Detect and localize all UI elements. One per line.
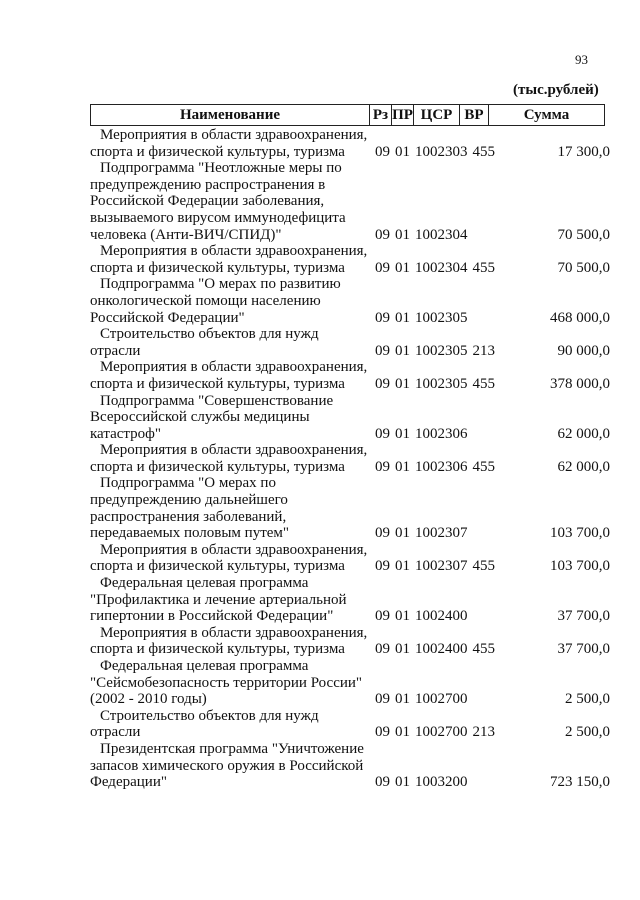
row-name-line: Мероприятия в области здравоохранения, (100, 624, 368, 641)
table-row (90, 243, 620, 276)
row-name (90, 658, 373, 708)
row-rz: 09 (375, 309, 390, 326)
header-vr: ВР (460, 105, 489, 125)
row-codes (375, 260, 500, 277)
table-row (90, 658, 620, 708)
row-sum: 70 500,0 (557, 259, 610, 276)
row-codes (375, 426, 478, 443)
row-name-line: отрасли (90, 724, 141, 741)
row-vr: 455 (472, 143, 495, 160)
row-rz: 09 (375, 724, 390, 741)
row-pr: 01 (395, 143, 410, 160)
row-csr: 1002304 (415, 259, 468, 276)
row-sum: 62 000,0 (557, 425, 610, 442)
row-rz: 09 (375, 525, 390, 542)
table-row (90, 276, 620, 326)
row-csr: 1002307 (415, 525, 468, 542)
row-pr: 01 (395, 774, 410, 791)
row-name-line: распространения заболеваний, (90, 508, 287, 525)
row-sum: 70 500,0 (557, 226, 610, 243)
row-csr: 1002303 (415, 143, 468, 160)
row-name-line: спорта и физической культуры, туризма (90, 375, 345, 392)
page-number: 93 (575, 52, 588, 67)
row-vr: 455 (472, 558, 495, 575)
row-pr: 01 (395, 724, 410, 741)
row-pr: 01 (395, 641, 410, 658)
row-pr: 01 (395, 558, 410, 575)
table-row (90, 326, 620, 359)
table-row (90, 575, 620, 625)
row-name-line: передаваемых половым путем" (90, 525, 290, 542)
row-name-line: Российской Федерации" (90, 309, 245, 326)
row-sum: 90 000,0 (557, 342, 610, 359)
row-sum: 37 700,0 (557, 641, 610, 658)
row-name-line: Федеральная целевая программа (100, 575, 309, 592)
row-name-line: спорта и физической культуры, туризма (90, 641, 345, 658)
row-codes (375, 691, 478, 708)
row-name-line: Подпрограмма "Совершенствование (100, 392, 334, 409)
row-rz: 09 (375, 558, 390, 575)
row-name-line: вызываемого вирусом иммунодефицита (90, 209, 346, 226)
row-sum: 62 000,0 (557, 458, 610, 475)
row-name-line: Мероприятия в области здравоохранения, (100, 243, 368, 260)
row-name-line: запасов химического оружия в Российской (90, 757, 364, 774)
table-row (90, 160, 620, 243)
table-header (90, 104, 605, 126)
row-rz: 09 (375, 375, 390, 392)
row-codes (375, 459, 500, 476)
row-vr: 213 (472, 724, 495, 741)
row-name-line: предупреждению распространения в (90, 176, 326, 193)
row-sum: 2 500,0 (565, 724, 610, 741)
row-vr: 455 (472, 458, 495, 475)
row-name-line: спорта и физической культуры, туризма (90, 143, 345, 160)
table-row (90, 741, 620, 791)
row-vr: 455 (472, 641, 495, 658)
table-row (90, 393, 620, 443)
row-pr: 01 (395, 425, 410, 442)
row-csr: 1002400 (415, 608, 468, 625)
row-codes (375, 608, 478, 625)
row-name (90, 127, 373, 160)
row-csr: 1002700 (415, 691, 468, 708)
row-name-line: гипертонии в Российской Федерации" (90, 608, 334, 625)
row-name (90, 575, 373, 625)
row-name-line: Подпрограмма "О мерах по развитию (100, 276, 341, 293)
row-name (90, 442, 373, 475)
row-pr: 01 (395, 342, 410, 359)
row-name (90, 359, 373, 392)
row-csr: 1002304 (415, 226, 468, 243)
row-csr: 1002305 (415, 342, 468, 359)
row-vr: 455 (472, 375, 495, 392)
table-body (90, 127, 620, 791)
row-rz: 09 (375, 425, 390, 442)
row-codes (375, 641, 500, 658)
row-sum: 37 700,0 (557, 608, 610, 625)
row-name-line: "Сейсмобезопасность территории России" (90, 674, 363, 691)
row-name-line: Мероприятия в области здравоохранения, (100, 359, 368, 376)
row-name (90, 542, 373, 575)
row-sum: 103 700,0 (550, 525, 610, 542)
units-label: (тыс.рублей) (513, 82, 599, 98)
row-csr: 1002307 (415, 558, 468, 575)
row-name-line: "Профилактика и лечение артериальной (90, 591, 347, 608)
row-csr: 1003200 (415, 774, 468, 791)
row-vr: 455 (472, 259, 495, 276)
row-sum: 723 150,0 (550, 774, 610, 791)
row-name-line: отрасли (90, 342, 141, 359)
row-csr: 1002306 (415, 458, 468, 475)
row-pr: 01 (395, 608, 410, 625)
row-pr: 01 (395, 259, 410, 276)
row-rz: 09 (375, 226, 390, 243)
table-row (90, 442, 620, 475)
row-name (90, 475, 373, 541)
row-codes (375, 525, 478, 542)
row-codes (375, 724, 500, 741)
row-name-line: спорта и физической культуры, туризма (90, 558, 345, 575)
row-csr: 1002305 (415, 375, 468, 392)
header-rz: Рз (370, 105, 392, 125)
row-name-line: (2002 - 2010 годы) (90, 691, 207, 708)
row-name-line: Всероссийской службы медицины (90, 409, 310, 426)
row-name-line: Строительство объектов для нужд (100, 707, 319, 724)
row-name-line: Мероприятия в области здравоохранения, (100, 541, 368, 558)
row-name-line: спорта и физической культуры, туризма (90, 259, 345, 276)
row-name (90, 160, 373, 243)
row-rz: 09 (375, 691, 390, 708)
table-row (90, 625, 620, 658)
header-name: Наименование (91, 105, 370, 125)
row-name (90, 708, 373, 741)
row-codes (375, 343, 500, 360)
row-pr: 01 (395, 525, 410, 542)
table-row (90, 708, 620, 741)
row-pr: 01 (395, 309, 410, 326)
row-name-line: Российской Федерации заболевания, (90, 193, 325, 210)
row-sum: 2 500,0 (565, 691, 610, 708)
row-name-line: катастроф" (90, 425, 161, 442)
row-sum: 378 000,0 (550, 375, 610, 392)
row-codes (375, 774, 478, 791)
row-sum: 17 300,0 (557, 143, 610, 160)
row-name (90, 625, 373, 658)
table-row (90, 127, 620, 160)
row-rz: 09 (375, 342, 390, 359)
row-csr: 1002305 (415, 309, 468, 326)
row-pr: 01 (395, 458, 410, 475)
table-row (90, 475, 620, 541)
header-csr: ЦСР (414, 105, 460, 125)
row-rz: 09 (375, 774, 390, 791)
row-rz: 09 (375, 458, 390, 475)
row-rz: 09 (375, 641, 390, 658)
row-vr: 213 (472, 342, 495, 359)
row-name-line: Федерации" (90, 774, 167, 791)
table-row (90, 542, 620, 575)
row-codes (375, 376, 500, 393)
table-row (90, 359, 620, 392)
row-rz: 09 (375, 143, 390, 160)
row-name-line: спорта и физической культуры, туризма (90, 458, 345, 475)
row-name (90, 276, 373, 326)
row-name-line: Мероприятия в области здравоохранения, (100, 442, 368, 459)
row-codes (375, 227, 478, 244)
row-name-line: Подпрограмма "Неотложные меры по (100, 160, 342, 177)
row-name-line: Президентская программа "Уничтожение (100, 740, 364, 757)
row-name-line: Строительство объектов для нужд (100, 326, 319, 343)
row-name-line: онкологической помощи населению (90, 292, 321, 309)
row-rz: 09 (375, 259, 390, 276)
row-csr: 1002400 (415, 641, 468, 658)
row-name (90, 741, 373, 791)
row-sum: 468 000,0 (550, 309, 610, 326)
header-sum: Сумма (523, 107, 570, 123)
row-sum: 103 700,0 (550, 558, 610, 575)
row-codes (375, 310, 478, 327)
row-name-line: Мероприятия в области здравоохранения, (100, 127, 368, 143)
row-pr: 01 (395, 691, 410, 708)
row-name-line: предупреждению дальнейшего (90, 492, 288, 509)
row-name-line: Федеральная целевая программа (100, 658, 309, 674)
row-name (90, 243, 373, 276)
row-pr: 01 (395, 375, 410, 392)
row-name (90, 393, 373, 443)
row-codes (375, 558, 500, 575)
row-name (90, 326, 373, 359)
row-rz: 09 (375, 608, 390, 625)
row-name-line: человека (Анти-ВИЧ/СПИД)" (90, 226, 282, 243)
row-csr: 1002306 (415, 425, 468, 442)
row-pr: 01 (395, 226, 410, 243)
row-name-line: Подпрограмма "О мерах по (100, 475, 276, 492)
row-codes (375, 144, 500, 161)
row-csr: 1002700 (415, 724, 468, 741)
header-pr: ПР (392, 107, 413, 123)
